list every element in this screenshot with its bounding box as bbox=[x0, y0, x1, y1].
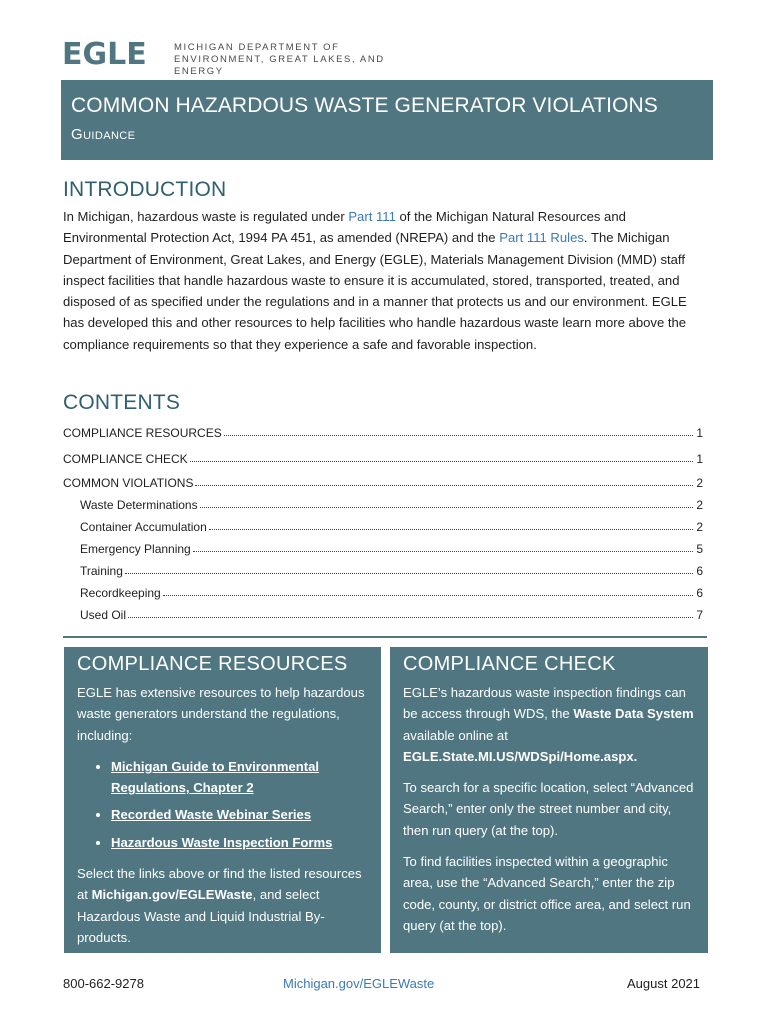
check-text: EGLE’s hazardous waste inspection findings can be access through WDS, the bbox=[403, 685, 686, 722]
toc-page: 2 bbox=[696, 520, 703, 534]
resources-outro bbox=[77, 863, 372, 948]
toc-entry[interactable] bbox=[80, 494, 703, 512]
compliance-check-panel bbox=[390, 647, 708, 953]
toc-entry[interactable] bbox=[80, 582, 703, 600]
list-item bbox=[111, 756, 372, 799]
egle-logo-text bbox=[174, 42, 434, 78]
footer-url-link[interactable]: Michigan.gov/EGLEWaste bbox=[283, 976, 435, 991]
title-banner bbox=[61, 80, 713, 160]
toc-page: 6 bbox=[696, 564, 703, 578]
resources-outro-text-2: , and select Hazardous Waste and Liquid Industrial By-products. bbox=[77, 887, 325, 945]
webinar-series-link[interactable]: Recorded Waste Webinar Series bbox=[111, 807, 312, 823]
list-item bbox=[111, 832, 372, 853]
resources-intro: EGLE has extensive resources to help hazardous waste generators understand the regulations, including: bbox=[77, 685, 365, 743]
toc-label: Recordkeeping bbox=[80, 586, 161, 600]
toc-label: Emergency Planning bbox=[80, 542, 191, 556]
logo-line-2: ENVIRONMENT, GREAT LAKES, AND ENERGY bbox=[174, 54, 385, 77]
document-title: COMMON HAZARDOUS WASTE GENERATOR VIOLATIONS bbox=[71, 94, 658, 117]
egle-waste-url: Michigan.gov/EGLEWaste bbox=[91, 887, 253, 903]
resources-outro-text: Select the links above or find the listed resources at bbox=[77, 866, 362, 903]
check-paragraph-2: To search for a specific location, select “Advanced Search,” enter only the street number and city, then run query (at the top). bbox=[403, 780, 694, 838]
waste-data-system-label: Waste Data System bbox=[573, 706, 694, 722]
compliance-check-heading: COMPLIANCE CHECK bbox=[403, 653, 616, 675]
toc-entry[interactable] bbox=[63, 422, 703, 440]
toc-page: 1 bbox=[696, 426, 703, 440]
toc-leader bbox=[125, 573, 693, 574]
toc-leader bbox=[193, 551, 694, 552]
toc-label: Training bbox=[80, 564, 123, 578]
toc-page: 2 bbox=[696, 476, 703, 490]
toc-label: Waste Determinations bbox=[80, 498, 198, 512]
toc-label: COMPLIANCE RESOURCES bbox=[63, 426, 222, 440]
section-divider bbox=[63, 636, 707, 638]
toc-page: 2 bbox=[696, 498, 703, 512]
introduction-heading: INTRODUCTION bbox=[63, 178, 227, 201]
toc-leader bbox=[163, 595, 694, 596]
footer-date: August 2021 bbox=[627, 976, 701, 991]
toc-entry[interactable] bbox=[80, 538, 703, 556]
logo-line-1: MICHIGAN DEPARTMENT OF bbox=[174, 42, 340, 53]
check-text-2: available online at bbox=[403, 727, 508, 743]
toc-page: 6 bbox=[696, 586, 703, 600]
toc-leader bbox=[200, 507, 694, 508]
toc-page: 5 bbox=[696, 542, 703, 556]
inspection-forms-link[interactable]: Hazardous Waste Inspection Forms bbox=[111, 834, 333, 850]
introduction-paragraph bbox=[63, 206, 711, 355]
toc-entry[interactable] bbox=[80, 604, 703, 622]
check-paragraph-3: To find facilities inspected within a geographic area, use the “Advanced Search,” enter the zip code, county, or district office area, and select run query (at the top). bbox=[403, 854, 691, 933]
toc-label: Used Oil bbox=[80, 608, 127, 622]
compliance-resources-body bbox=[77, 682, 372, 958]
toc-leader bbox=[195, 485, 693, 486]
footer-phone: 800-662-9278 bbox=[63, 976, 144, 991]
intro-text-3: . The Michigan Department of Environment, Great Lakes, and Energy (EGLE), Materials Management Division (MMD) staff inspect facilities that handle hazardous waste to ensure it is accumulated, stored, transported, treated, and disposed of as specified under the regulations and in a manner that protects us and our environment. EGLE has developed this and other resources to help facilities who handle hazardous waste learn more above the compliance requirements so that they experience a safe and favorable inspection. bbox=[63, 230, 687, 352]
compliance-check-body bbox=[403, 682, 698, 946]
toc-entry[interactable] bbox=[80, 560, 703, 578]
toc-entry[interactable] bbox=[63, 472, 703, 490]
contents-heading: CONTENTS bbox=[63, 391, 181, 414]
toc-entry[interactable] bbox=[63, 448, 703, 466]
intro-text-1: In Michigan, hazardous waste is regulated under bbox=[63, 209, 349, 224]
toc-leader bbox=[224, 435, 694, 436]
compliance-resources-heading: COMPLIANCE RESOURCES bbox=[77, 653, 348, 675]
toc-leader bbox=[209, 529, 694, 530]
compliance-resources-panel bbox=[64, 647, 381, 953]
toc-leader bbox=[128, 617, 693, 618]
resources-link-list bbox=[77, 756, 372, 853]
toc-page: 1 bbox=[696, 452, 703, 466]
toc-label: COMPLIANCE CHECK bbox=[63, 452, 188, 466]
check-paragraph-1 bbox=[403, 682, 698, 767]
toc-page: 7 bbox=[696, 608, 703, 622]
toc-leader bbox=[190, 461, 694, 462]
wds-url: EGLE.State.MI.US/WDSpi/Home.aspx. bbox=[403, 748, 638, 764]
egle-logo-mark: EGLE bbox=[62, 37, 147, 72]
toc-label: Container Accumulation bbox=[80, 520, 207, 534]
intro-text-2: of the Michigan Natural Resources and Environmental Protection Act, 1994 PA 451, as amended (NREPA) and the bbox=[63, 209, 626, 246]
toc-entry[interactable] bbox=[80, 516, 703, 534]
michigan-guide-link[interactable]: Michigan Guide to Environmental Regulations, Chapter 2 bbox=[111, 758, 320, 796]
document-subtitle: Guidance bbox=[71, 126, 136, 143]
toc-label: COMMON VIOLATIONS bbox=[63, 476, 194, 490]
part-111-link[interactable]: Part 111 bbox=[348, 209, 396, 224]
list-item bbox=[111, 804, 372, 825]
part-111-rules-link[interactable]: Part 111 Rules bbox=[499, 230, 584, 246]
